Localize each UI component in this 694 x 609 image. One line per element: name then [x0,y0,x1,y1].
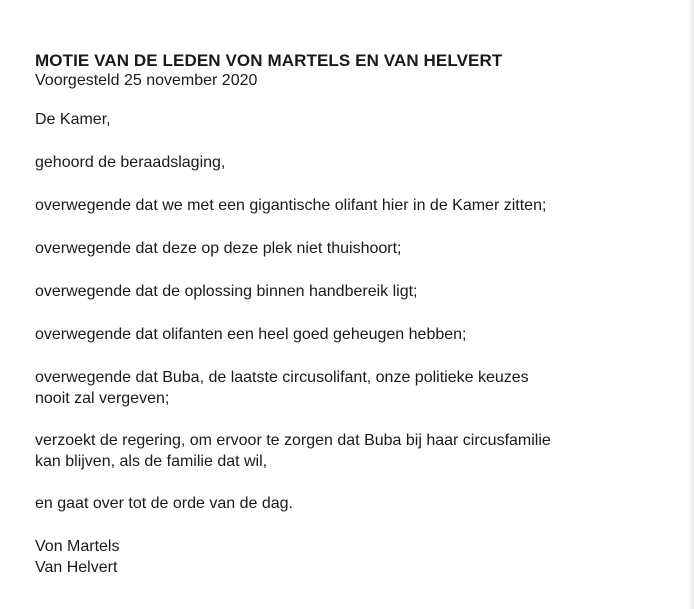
motion-date: Voorgesteld 25 november 2020 [35,72,258,89]
request-line1: verzoekt de regering, om ervoor te zorgen dat Buba bij haar circusfamilie [35,432,551,449]
clause-heard: gehoord de beraadslaging, [35,154,226,171]
signatory-2: Van Helvert [35,559,118,576]
clause-memory: overwegende dat olifanten een heel goed geheugen hebben; [35,326,467,343]
motion-title: MOTIE VAN DE LEDEN VON MARTELS EN VAN HELVERT [35,51,503,70]
salutation: De Kamer, [35,111,111,128]
closing-line: en gaat over tot de orde van de dag. [35,495,293,512]
clause-solution: overwegende dat de oplossing binnen handbereik ligt; [35,283,418,300]
clause-not-belonging: overwegende dat deze op deze plek niet thuishoort; [35,240,402,257]
clause-buba-line2: nooit zal vergeven; [35,390,170,407]
request-line2: kan blijven, als de familie dat wil, [35,453,268,470]
page-edge-shadow [688,0,694,609]
request-clause [35,430,675,472]
clause-buba-line1: overwegende dat Buba, de laatste circusolifant, onze politieke keuzes [35,369,529,386]
clause-buba [35,367,675,409]
signatory-1: Von Martels [35,538,120,555]
clause-elephant-in-room: overwegende dat we met een gigantische olifant hier in de Kamer zitten; [35,197,547,214]
motion-document [35,50,675,578]
